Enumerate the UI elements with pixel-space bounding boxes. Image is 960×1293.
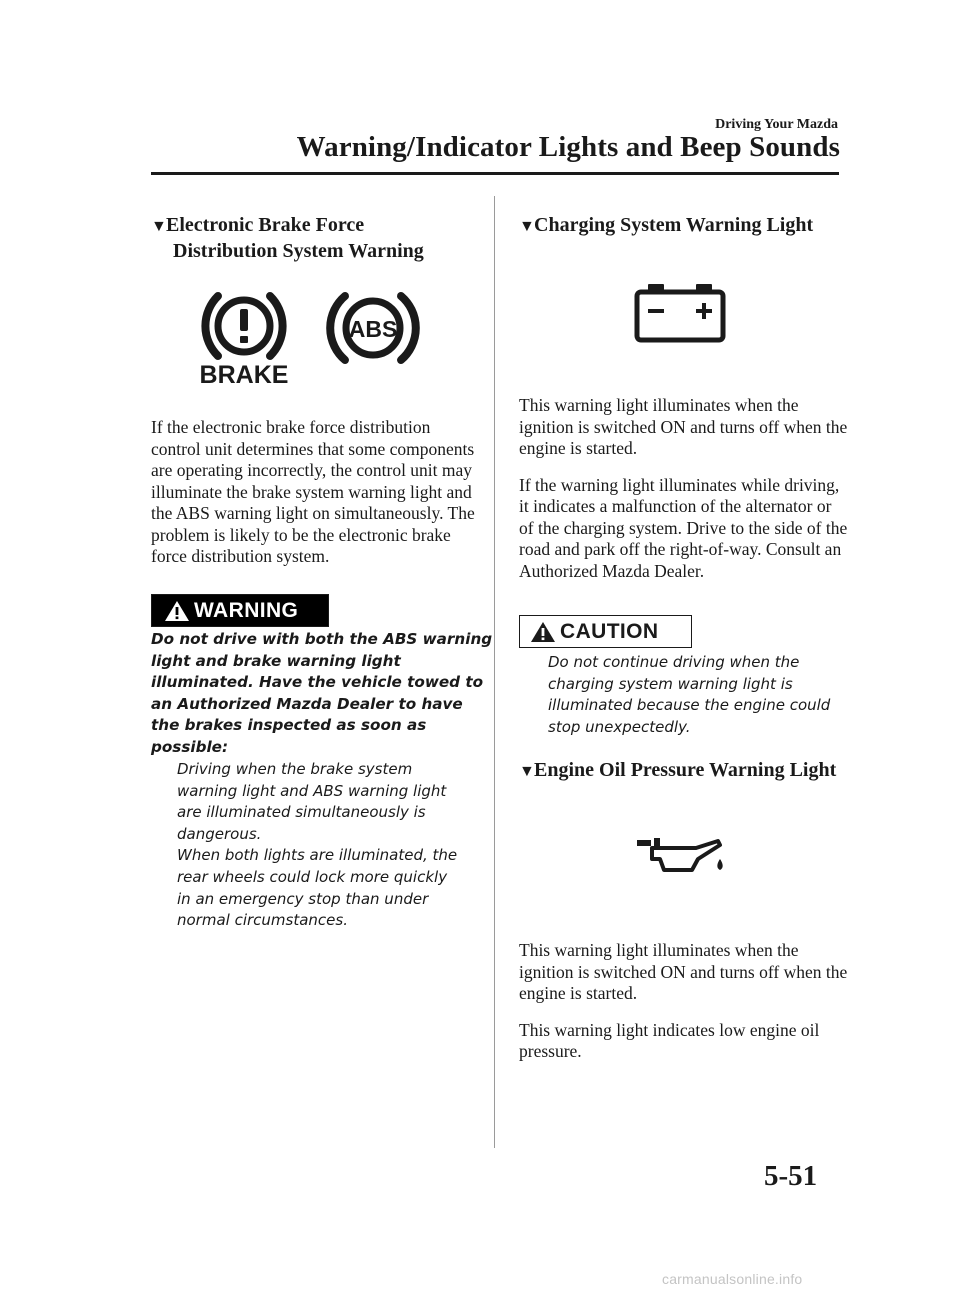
ebd-heading: ▼Electronic Brake Force Distribution System Warning	[151, 214, 424, 262]
caution-badge	[519, 615, 692, 648]
triangle-bullet-icon: ▼	[519, 218, 535, 235]
title-rule	[151, 172, 839, 175]
abs-warning-icon	[325, 290, 421, 370]
page-number: 5-51	[764, 1160, 818, 1192]
running-head: Driving Your Mazda	[715, 117, 838, 132]
ebd-paragraph: If the electronic brake force distribution control unit determines that some components are operating incorrectly, the control unit may illuminate the brake system warning light and the ABS warning light on simultaneously. The problem is likely to be the electronic brake force distribution system.	[151, 417, 475, 566]
oil-can-icon	[636, 837, 728, 877]
warning-label: WARNING	[194, 598, 299, 622]
warning-text: Do not drive with both the ABS warning light and brake warning light illuminated. Have the vehicle towed to an Authorized Mazda Dealer to have the brakes inspected as soon as possible:	[151, 630, 493, 756]
charging-heading: ▼Charging System Warning Light	[519, 213, 813, 239]
oil-pressure-text: This warning light illuminates when the ignition is switched ON and turns off when the engine is started. This warning light indicates low engine oil pressure.	[519, 940, 848, 1061]
caution-label: CAUTION	[560, 619, 659, 643]
warning-badge	[151, 594, 329, 627]
oil-pressure-heading: ▼Engine Oil Pressure Warning Light	[519, 758, 836, 784]
caution-triangle-icon	[530, 621, 556, 643]
column-divider	[494, 196, 495, 1148]
caution-text: Do not continue driving when the charging system warning light is illuminated because the engine could stop unexpectedly.	[548, 653, 831, 736]
warning-detail-text: Driving when the brake system warning light and ABS warning light are illuminated simultaneously is dangerous. When both lights are illuminated, the rear wheels could lock more quickly in an emergency stop than under normal circumstances.	[177, 760, 458, 930]
triangle-bullet-icon: ▼	[151, 218, 167, 235]
triangle-bullet-icon: ▼	[519, 763, 535, 780]
watermark: carmanualsonline.info	[662, 1271, 803, 1287]
brake-warning-icon	[198, 290, 290, 390]
battery-icon	[634, 284, 726, 344]
abs-icon-label: ABS	[348, 316, 398, 342]
warning-triangle-icon	[164, 600, 190, 622]
brake-icon-label: BRAKE	[199, 361, 289, 389]
charging-text: This warning light illuminates when the ignition is switched ON and turns off when the engine is started. If the warning light illuminates while driving, it indicates a malfunction of the alternator or of the charging system. Drive to the side of the road and park off the right-of-way. Consult an Authorized Mazda Dealer.	[519, 395, 848, 581]
page-title: Warning/Indicator Lights and Beep Sounds	[296, 131, 840, 163]
